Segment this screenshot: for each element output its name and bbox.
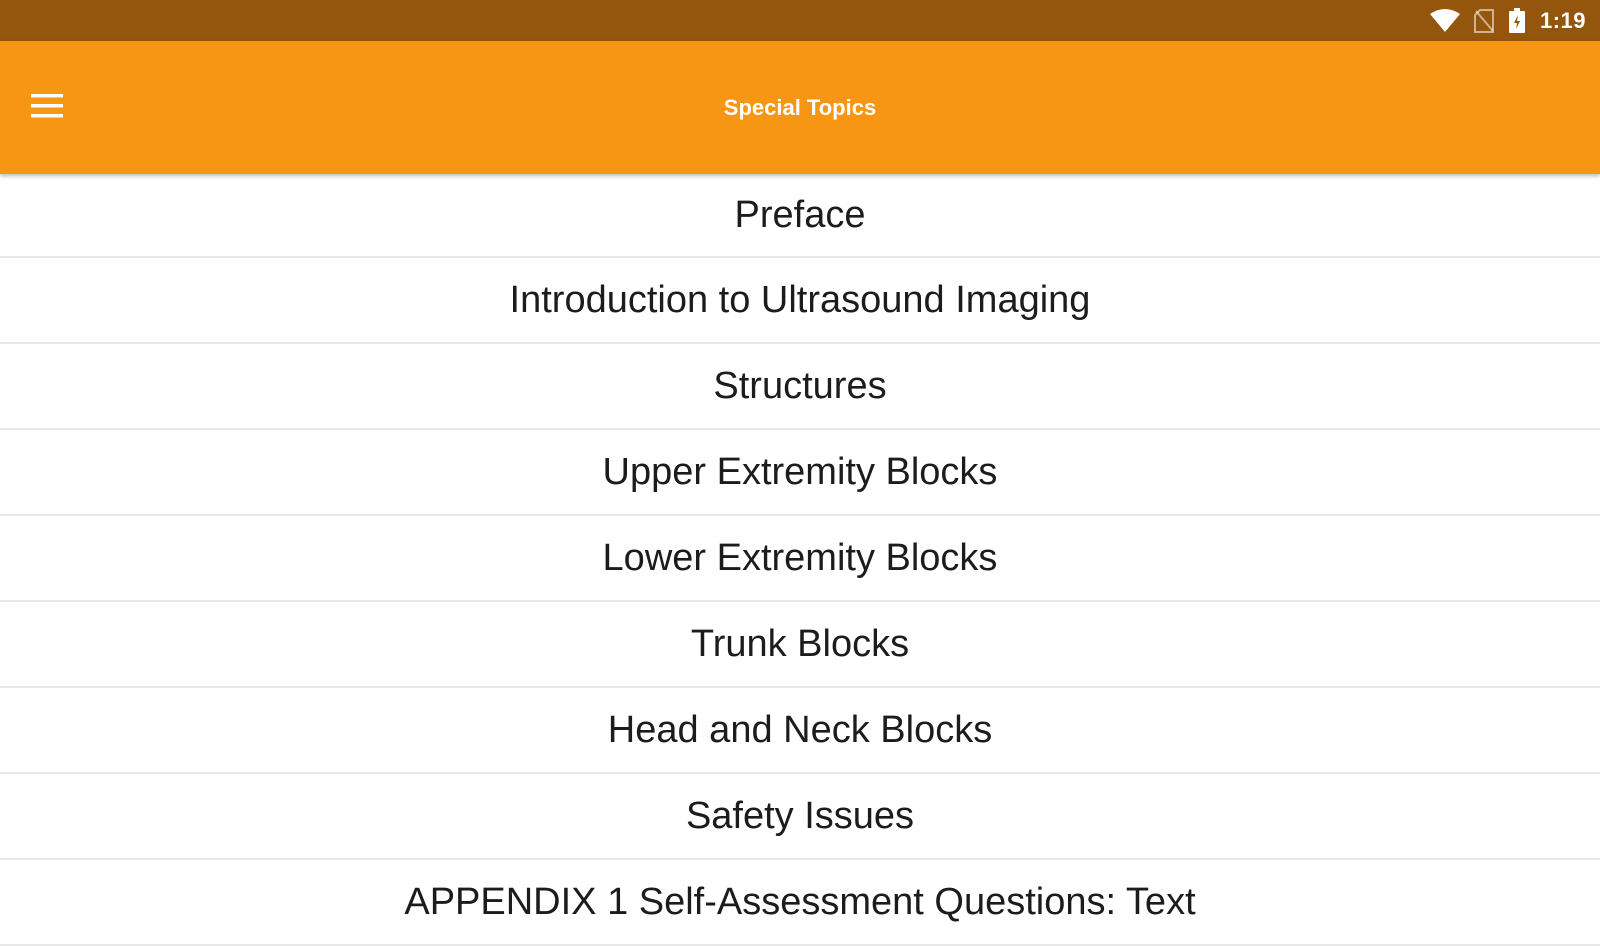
- list-item-lower-extremity[interactable]: [0, 516, 1600, 602]
- list-item-head-neck[interactable]: [0, 688, 1600, 774]
- list-item-label: Trunk Blocks: [690, 622, 910, 665]
- list-item-trunk[interactable]: [0, 602, 1600, 688]
- no-sim-icon: [1474, 9, 1494, 33]
- list-item-introduction[interactable]: [0, 258, 1600, 344]
- list-item-label: Safety Issues: [685, 794, 915, 837]
- app-bar: [0, 41, 1600, 174]
- list-item-label: Introduction to Ultrasound Imaging: [509, 278, 1091, 321]
- battery-icon: [1508, 8, 1526, 34]
- list-item-safety[interactable]: [0, 774, 1600, 860]
- status-bar: [0, 0, 1600, 41]
- page-title: Special Topics: [723, 95, 877, 120]
- list-item-structures[interactable]: [0, 344, 1600, 430]
- status-icons: [1430, 0, 1586, 41]
- list-item-preface[interactable]: [0, 174, 1600, 258]
- wifi-icon: [1430, 9, 1460, 33]
- list-item-label: Structures: [713, 364, 887, 407]
- list-item-label: Head and Neck Blocks: [607, 708, 993, 751]
- list-item-label: APPENDIX 1 Self-Assessment Questions: Text: [404, 880, 1196, 923]
- list-item-label: Preface: [734, 193, 866, 236]
- list-item-appendix-1[interactable]: [0, 860, 1600, 946]
- topic-list: [0, 174, 1600, 923]
- status-time: 1:19: [1539, 7, 1586, 33]
- list-item-upper-extremity[interactable]: [0, 430, 1600, 516]
- list-item-label: Lower Extremity Blocks: [602, 536, 998, 579]
- list-item-label: Upper Extremity Blocks: [602, 450, 998, 493]
